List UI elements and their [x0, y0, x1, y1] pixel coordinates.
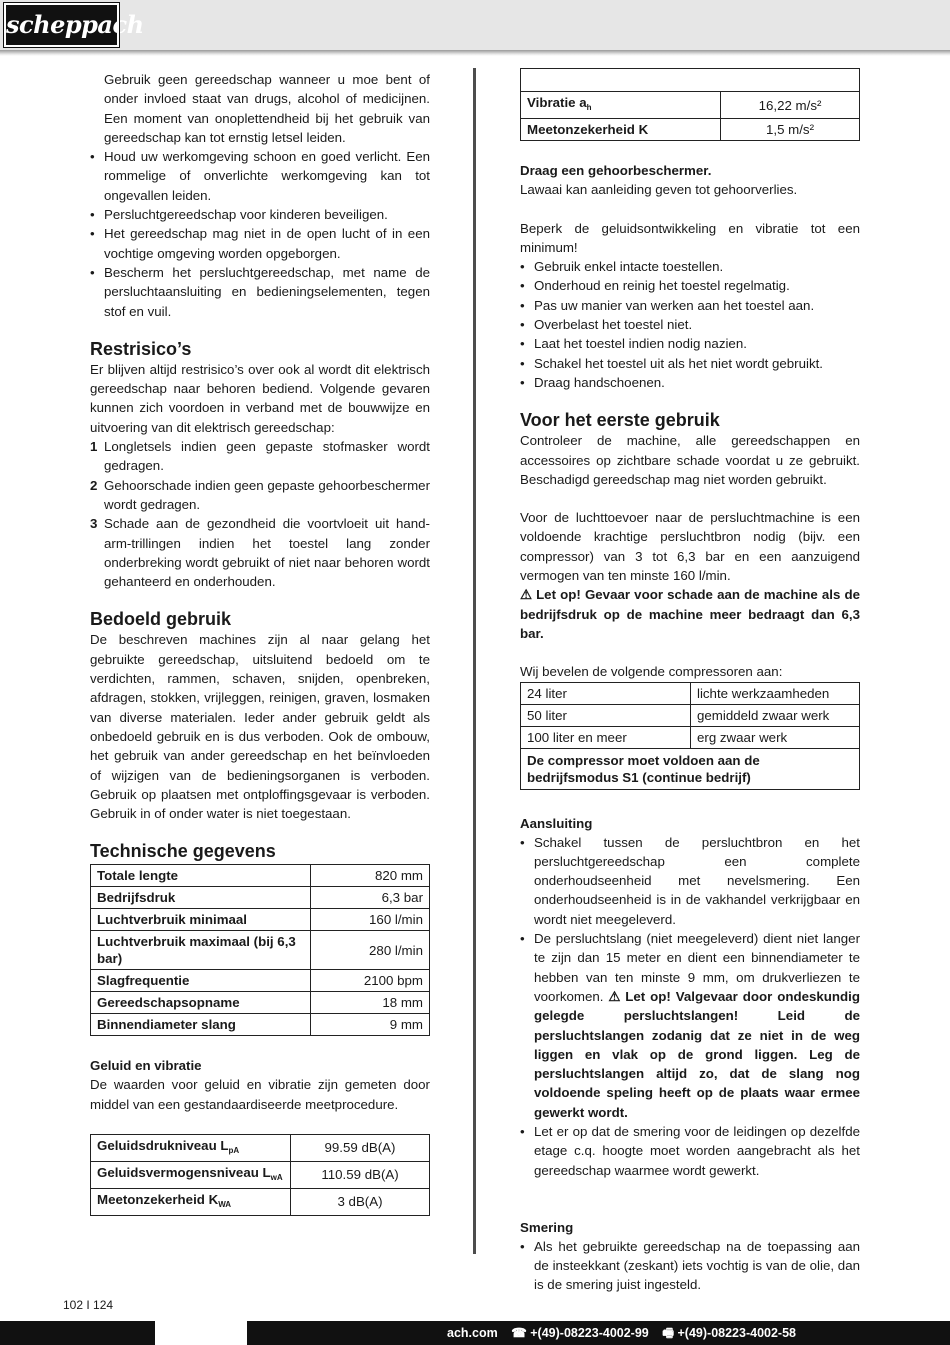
list-item: • Schakel het toestel uit als het niet wordt gebruikt. — [520, 354, 860, 373]
sound-label-text: Geluidsdrukniveau L — [97, 1137, 229, 1153]
header-shadow — [0, 50, 950, 56]
safety-bullet-list — [90, 147, 430, 321]
sound-label — [91, 1161, 291, 1188]
sound-subscript: wA — [270, 1172, 283, 1182]
left-column — [90, 70, 430, 1216]
eerste-text-2: Voor de luchttoevoer naar de persluchtmachine is een voldoende krachtige persluchtbron nodig (bijv. een compressor) van 3 tot 6,3 bar en een aanzuigend vermogen van ten minste 160 l/min. — [520, 510, 860, 584]
geluid-heading: Geluid en vibratie — [90, 1058, 202, 1074]
tech-label: Binnendiameter slang — [91, 1014, 311, 1036]
bedoeld-heading: Bedoeld gebruik — [90, 609, 232, 630]
comp-intro: Wij bevelen de volgende compressoren aan: — [520, 664, 783, 680]
table-row — [521, 682, 860, 704]
vib-value: 16,22 m/s² — [721, 92, 860, 119]
vib-label — [521, 92, 721, 119]
smering-heading: Smering — [520, 1219, 574, 1235]
comp-size: 50 liter — [521, 704, 691, 726]
table-row — [91, 992, 430, 1014]
risk-number: 2 — [90, 477, 98, 493]
restrisico-text: Er blijven altijd restrisico’s over ook al wordt dit elektrisch gereedschap naar behoren bediend. Volgende gevaren kunnen zich voordoen in verband met de bouwwijze en uitvoering van dit elektrisch gereedschap: — [90, 361, 430, 435]
eerste-warning-text: Let op! Gevaar voor schade aan de machine als de bedrijfsdruk op de machine meer bedraagt dan 6,3 bar. — [520, 587, 860, 641]
list-item: • Het gereedschap mag niet in de open lucht of in een vochtige omgeving worden opgeborgen. — [90, 224, 430, 263]
table-row — [521, 119, 860, 141]
sound-label — [91, 1134, 291, 1161]
comp-use: erg zwaar werk — [691, 726, 860, 748]
tech-label: Bedrijfsdruk — [91, 887, 311, 909]
scheppach-logo: scheppach — [4, 3, 119, 47]
page-header — [0, 0, 950, 50]
compressor-table — [520, 682, 860, 790]
sound-value: 3 dB(A) — [291, 1188, 430, 1215]
hearing-bold: Draag een gehoorbeschermer. — [520, 163, 712, 178]
table-row — [91, 1161, 430, 1188]
table-row — [521, 726, 860, 748]
list-item: • Als het gebruikte gereedschap na de toepassing aan de insteekkant (zeskant) iets vochtig is van de olie, dan is de smering juist ingesteld. — [520, 1237, 860, 1295]
eerste-warning — [520, 585, 860, 643]
empty-cell — [521, 69, 860, 92]
list-item: • Persluchtgereedschap voor kinderen beveiligen. — [90, 205, 430, 224]
list-item — [90, 437, 430, 476]
list-item: • Gebruik enkel intacte toestellen. — [520, 257, 860, 276]
table-row — [521, 92, 860, 119]
list-item: • Onderhoud en reinig het toestel regelmatig. — [520, 276, 860, 295]
list-item — [520, 929, 860, 1122]
vib-subscript: h — [586, 103, 592, 112]
table-row — [91, 1134, 430, 1161]
eerste-text-1: Controleer de machine, alle gereedschappen en accessoires op zichtbare schade voordat u ze gebruikt. Beschadigd gereedschap mag niet worden gebruikt. — [520, 433, 860, 487]
vib-label: Meetonzekerheid K — [521, 119, 721, 141]
table-row — [521, 69, 860, 92]
risk-list — [90, 437, 430, 591]
table-row — [91, 909, 430, 931]
geluid-text: De waarden voor geluid en vibratie zijn gemeten door middel van een gestandaardiseerde meetprocedure. — [90, 1077, 430, 1112]
comp-use: gemiddeld zwaar werk — [691, 704, 860, 726]
table-row — [91, 1014, 430, 1036]
comp-use: lichte werkzaamheden — [691, 682, 860, 704]
sound-label-text: Meetonzekerheid K — [97, 1191, 219, 1207]
list-item — [90, 514, 430, 591]
list-item: • Overbelast het toestel niet. — [520, 315, 860, 334]
table-row — [91, 931, 430, 970]
warning-icon: ⚠ — [520, 587, 532, 603]
list-item: • Pas uw manier van werken aan het toestel aan. — [520, 296, 860, 315]
limit-bullet-list — [520, 257, 860, 392]
sound-label-text: Geluidsvermogensniveau L — [97, 1164, 271, 1180]
sound-value: 99.59 dB(A) — [291, 1134, 430, 1161]
bullet-continuation: Gebruik geen gereedschap wanneer u moe bent of onder invloed staat van drugs, alcohol of medicijnen. Een moment van onoplettendheid bij het gebruik van gereedschap kan tot ernstig letsel leiden. — [104, 72, 430, 145]
sound-value: 110.59 dB(A) — [291, 1161, 430, 1188]
footer-gap — [155, 1321, 247, 1345]
tech-value: 6,3 bar — [311, 887, 430, 909]
risk-number: 1 — [90, 439, 98, 455]
vibration-table — [520, 68, 860, 141]
column-divider — [473, 68, 476, 1254]
list-item: • Let er op dat de smering voor de leidingen op dezelfde etage c.q. hoogte moet worden aangebracht als het gereedschap waarmee wordt gewerkt. — [520, 1122, 860, 1180]
vib-label-text: Vibratie a — [527, 95, 587, 110]
risk-text: Longletsels indien geen gepaste stofmasker wordt gedragen. — [104, 439, 430, 474]
risk-text: Schade aan de gezondheid die voortvloeit uit hand-arm-trillingen indien het toestel lang zonder onderbreking wordt gebruikt of niet naar behoren wordt gehanteerd en onderhouden. — [104, 516, 430, 590]
sound-subscript: WA — [218, 1199, 232, 1209]
list-item: • Laat het toestel indien nodig nazien. — [520, 334, 860, 353]
tech-value: 18 mm — [311, 992, 430, 1014]
page-number: 102 I 124 — [63, 1298, 114, 1312]
tech-label: Luchtverbruik minimaal — [91, 909, 311, 931]
restrisico-heading: Restrisico’s — [90, 338, 192, 359]
right-column — [520, 70, 860, 1295]
tech-label: Gereedschapsopname — [91, 992, 311, 1014]
tech-label: Luchtverbruik maximaal (bij 6,3 bar) — [91, 931, 311, 970]
table-row — [91, 887, 430, 909]
warning-icon: ⚠ — [608, 988, 621, 1004]
tech-value: 2100 bpm — [311, 970, 430, 992]
phone-number: ☎ +(49)-08223-4002-99 — [511, 1326, 649, 1340]
list-item: • Houd uw werkomgeving schoon en goed verlicht. Een rommelige of onverlichte werkomgeving kan tot ongevallen leiden. — [90, 147, 430, 205]
tech-value: 280 l/min — [311, 931, 430, 970]
aansl-warning-text: Let op! Valgevaar door ondeskundig gelegde persluchtslangen! Leid de persluchtslangen zodanig dat ze niet in de weg liggen en vlak op de grond liggen. Leg de persluchtslangen altijd zo, dat de slang nog voldoende speling heeft op de plaats waar ermee gewerkt wordt. — [534, 988, 860, 1120]
tech-label: Slagfrequentie — [91, 970, 311, 992]
limit-text: Beperk de geluidsontwikkeling en vibratie tot een minimum! — [520, 220, 860, 255]
footer-contact — [437, 1321, 796, 1345]
sound-subscript: pA — [228, 1145, 240, 1155]
aansl-text: De persluchtslang (niet meegeleverd) dient niet langer te zijn dan 15 meter en dient een binnendiameter te hebben van ten minste 9 mm, om drukverliezen te voorkomen. — [534, 931, 860, 1004]
table-row — [521, 704, 860, 726]
fax-number: 🖷 +(49)-08223-4002-58 — [662, 1326, 796, 1340]
vib-value: 1,5 m/s² — [721, 119, 860, 141]
list-item: • Schakel tussen de persluchtbron en het persluchtgereedschap een complete onderhoudseenheid met nevelsmering. Een onderhoudseenheid is in de vakhandel verkrijgbaar en wordt niet meegeleverd. — [520, 833, 860, 929]
smering-bullet-list — [520, 1237, 860, 1295]
tech-heading: Technische gegevens — [90, 841, 276, 862]
bedoeld-text: De beschreven machines zijn al naar gelang het gebruikte gereedschap, uitsluitend bedoeld om te verdichten, rammen, schaven, snijden, openbreken, afdragen, stokken, vrijleggen, reinigen, graven, losmaken van diverse materialen. Ieder ander gebruik geldt als onbedoeld gebruik en is dus verboden. Ook de ombouw, het gebruik van ander gereedschap en het beïnvloeden of wijzigen van de bedieningsorganen is verboden. Gebruik op plaatsen met ontploffingsgevaar is verboden. Gebruik in of onder water is niet toegestaan. — [90, 632, 430, 822]
list-item: • Draag handschoenen. — [520, 373, 860, 392]
table-row — [91, 865, 430, 887]
tech-value: 9 mm — [311, 1014, 430, 1036]
comp-size: 100 liter en meer — [521, 726, 691, 748]
tech-value: 160 l/min — [311, 909, 430, 931]
list-item — [90, 476, 430, 515]
sound-table — [90, 1134, 430, 1216]
table-row — [91, 970, 430, 992]
list-item: • Bescherm het persluchtgereedschap, met name de persluchtaansluiting en bedieningselementen, tegen stof en vuil. — [90, 263, 430, 321]
tech-value: 820 mm — [311, 865, 430, 887]
hearing-text: Lawaai kan aanleiding geven tot gehoorverlies. — [520, 182, 798, 198]
comp-note: De compressor moet voldoen aan de bedrijfsmodus S1 (continue bedrijf) — [521, 748, 860, 789]
risk-text: Gehoorschade indien geen gepaste gehoorbeschermer wordt gedragen. — [104, 477, 431, 512]
aansluiting-bullet-list — [520, 833, 860, 1180]
comp-size: 24 liter — [521, 682, 691, 704]
tech-label: Totale lengte — [91, 865, 311, 887]
risk-number: 3 — [90, 516, 98, 532]
aansluiting-heading: Aansluiting — [520, 815, 593, 831]
table-row — [91, 1188, 430, 1215]
sound-label — [91, 1188, 291, 1215]
tech-table — [90, 864, 430, 1036]
website-text: ach.com — [447, 1326, 498, 1340]
eerste-heading: Voor het eerste gebruik — [520, 410, 720, 431]
table-row — [521, 748, 860, 789]
